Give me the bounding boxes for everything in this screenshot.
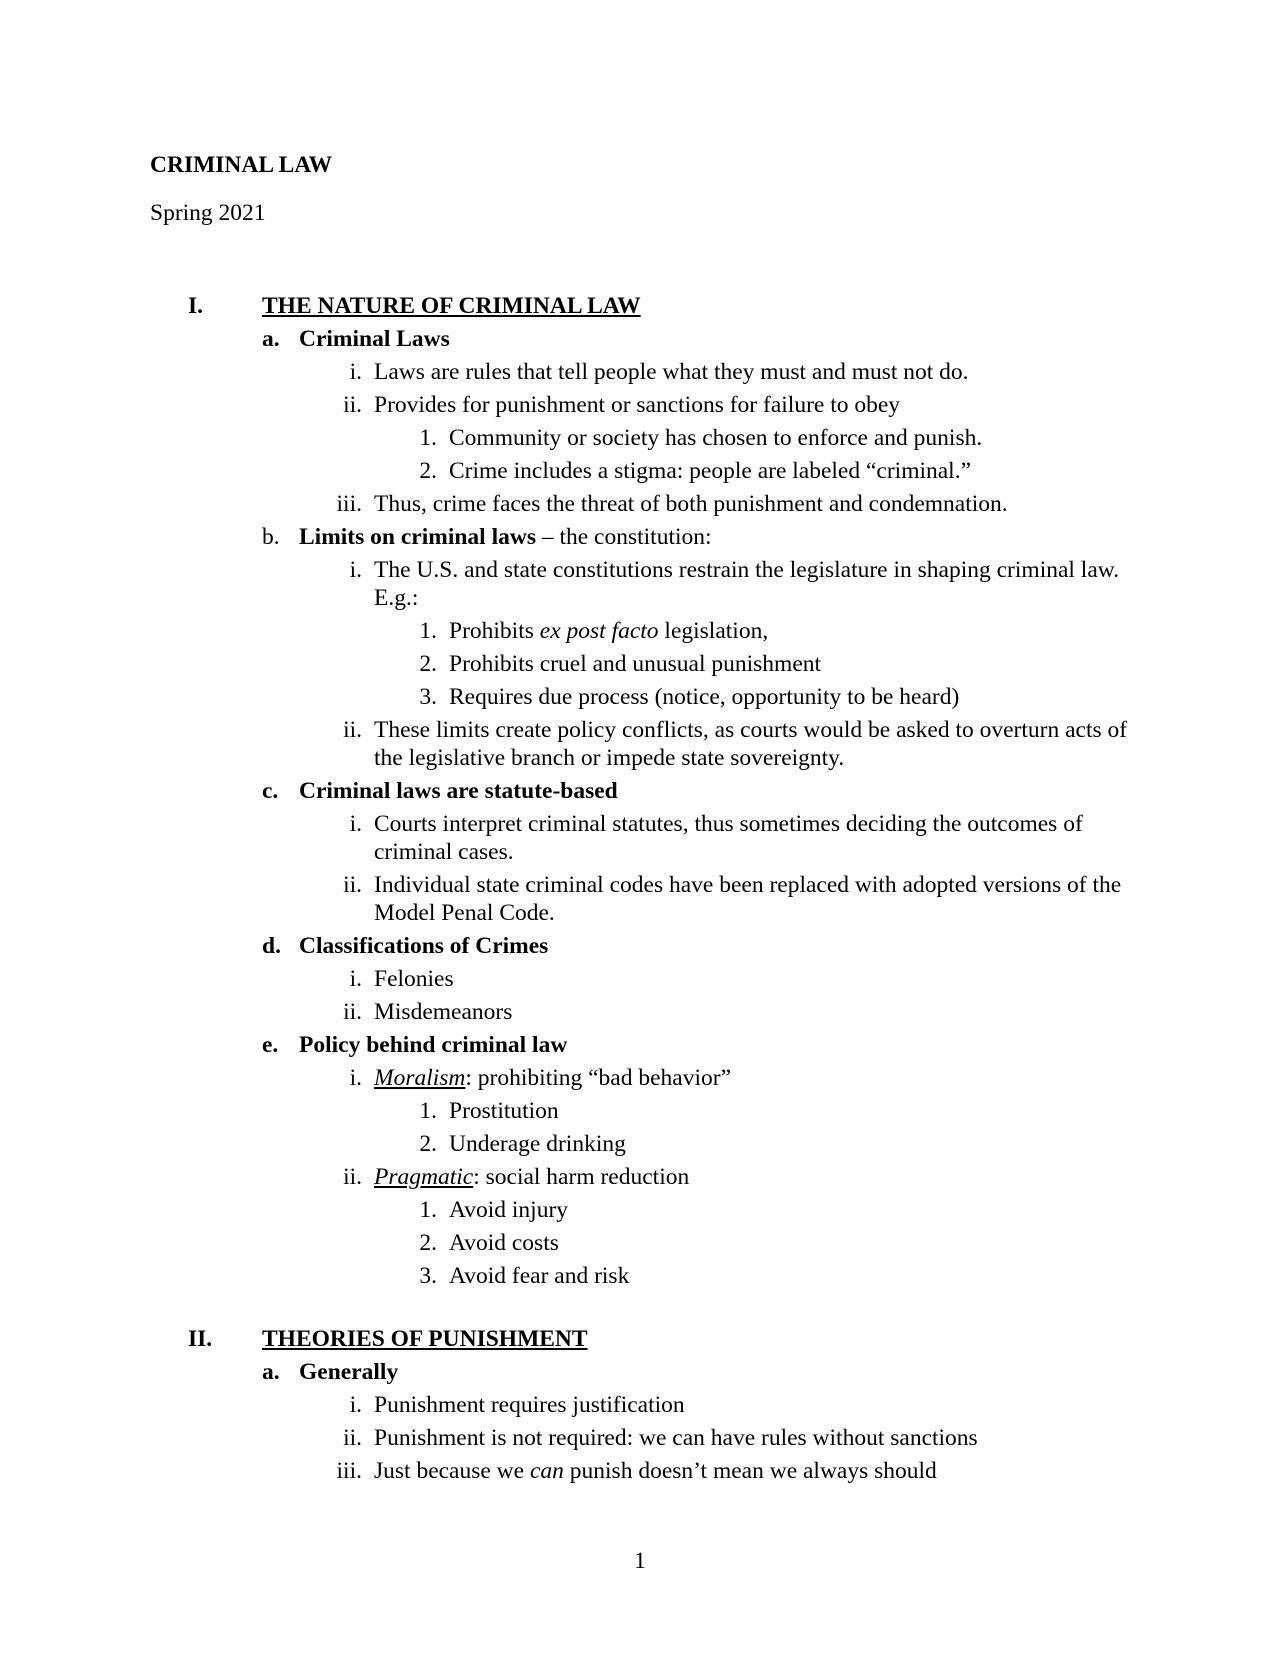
section-heading <box>150 292 1150 320</box>
item-number: iii. <box>336 1458 362 1484</box>
subsection-title: Criminal Laws <box>299 326 450 352</box>
item-number: i. <box>349 359 362 385</box>
list-subitem <box>150 650 1150 678</box>
item-text: Courts interpret criminal statutes, thus sometimes deciding the outcomes of criminal cases. <box>374 811 1083 865</box>
subsection-title: Classifications of Crimes <box>299 933 549 959</box>
subitem-number: 2. <box>419 651 437 677</box>
subitem-number: 2. <box>419 1131 437 1157</box>
section-1 <box>150 292 1150 1295</box>
subitem-number: 3. <box>419 684 437 710</box>
section-numeral: II. <box>188 1326 213 1352</box>
item-number: ii. <box>343 1164 362 1190</box>
item-number: ii. <box>343 999 362 1025</box>
list-item <box>150 965 1150 993</box>
subitem-number: 1. <box>419 1098 437 1124</box>
list-subitem <box>150 1130 1150 1158</box>
subsection-title: Policy behind criminal law <box>299 1032 568 1058</box>
item-text: Just because we <box>374 1458 530 1484</box>
list-item <box>150 490 1150 518</box>
subitem-number: 1. <box>419 618 437 644</box>
item-number: ii. <box>343 717 362 743</box>
item-number: i. <box>349 966 362 992</box>
subsection-title: Limits on criminal laws <box>299 524 536 550</box>
subitem-number: 1. <box>419 1197 437 1223</box>
subsection-heading <box>150 325 1150 353</box>
item-text: Thus, crime faces the threat of both punishment and condemnation. <box>374 491 1008 517</box>
subsection-letter: d. <box>262 933 281 959</box>
page-number: 1 <box>634 1548 646 1574</box>
item-text: Punishment is not required: we can have rules without sanctions <box>374 1425 978 1451</box>
subitem-text: Prohibits <box>449 618 540 644</box>
item-text: These limits create policy conflicts, as courts would be asked to overturn acts of the legislative branch or impede state sovereignty. <box>374 717 1128 771</box>
item-number: ii. <box>343 1425 362 1451</box>
list-subitem <box>150 1097 1150 1125</box>
list-subitem <box>150 424 1150 452</box>
subitem-text: Avoid costs <box>449 1230 559 1256</box>
item-text: Laws are rules that tell people what they must and must not do. <box>374 359 969 385</box>
subitem-text: Avoid injury <box>449 1197 569 1223</box>
subitem-number: 2. <box>419 1230 437 1256</box>
subsection-heading <box>150 777 1150 805</box>
list-subitem <box>150 683 1150 711</box>
subsection-letter: c. <box>262 778 279 804</box>
item-emphasis: can <box>529 1458 564 1484</box>
subsection-heading <box>150 1358 1150 1386</box>
item-number: iii. <box>336 491 362 517</box>
item-text-end: punish doesn’t mean we always should <box>563 1458 937 1484</box>
list-item <box>150 1391 1150 1419</box>
item-number: i. <box>349 1065 362 1091</box>
item-text: Misdemeanors <box>374 999 513 1025</box>
item-term: Moralism <box>374 1065 466 1091</box>
item-number: ii. <box>343 392 362 418</box>
item-number: ii. <box>343 872 362 898</box>
subitem-text: Avoid fear and risk <box>449 1263 630 1289</box>
item-text: Punishment requires justification <box>374 1392 685 1418</box>
subsection-title: Generally <box>299 1359 399 1385</box>
list-subitem <box>150 1262 1150 1290</box>
subitem-emphasis: ex post facto <box>539 618 659 644</box>
list-item <box>150 998 1150 1026</box>
list-item <box>150 716 1150 772</box>
item-text: The U.S. and state constitutions restrain the legislature in shaping criminal law. E.g.: <box>374 557 1120 611</box>
subsection-heading <box>150 932 1150 960</box>
list-item <box>150 1064 1150 1092</box>
subsection-heading <box>150 1031 1150 1059</box>
item-term: Pragmatic <box>374 1164 474 1190</box>
list-subitem <box>150 1196 1150 1224</box>
subsection-letter: e. <box>262 1032 279 1058</box>
subsection-letter: a. <box>262 326 280 352</box>
item-text: : prohibiting “bad behavior” <box>465 1065 732 1091</box>
item-text: Individual state criminal codes have been replaced with adopted versions of the Model Penal Code. <box>374 872 1122 926</box>
subitem-number: 3. <box>419 1263 437 1289</box>
subitem-text: Community or society has chosen to enforce and punish. <box>449 425 983 451</box>
subitem-text: Crime includes a stigma: people are labeled “criminal.” <box>449 458 972 484</box>
subsection-letter: b. <box>262 524 280 550</box>
list-subitem <box>150 1229 1150 1257</box>
list-item <box>150 556 1150 612</box>
subitem-text-end: legislation, <box>658 618 769 644</box>
list-item <box>150 810 1150 866</box>
list-item <box>150 391 1150 419</box>
subitem-text: Prohibits cruel and unusual punishment <box>449 651 822 677</box>
subsection-title: Criminal laws are statute-based <box>299 778 618 804</box>
item-number: i. <box>349 1392 362 1418</box>
item-number: i. <box>349 811 362 837</box>
subitem-text: Underage drinking <box>449 1131 626 1157</box>
list-item <box>150 1424 1150 1452</box>
subitem-text: Requires due process (notice, opportunity to be heard) <box>449 684 960 710</box>
section-2 <box>150 1325 1150 1490</box>
item-text: Provides for punishment or sanctions for failure to obey <box>374 392 901 418</box>
section-numeral: I. <box>188 293 204 319</box>
list-subitem <box>150 457 1150 485</box>
list-item <box>150 871 1150 927</box>
item-number: i. <box>349 557 362 583</box>
item-text: : social harm reduction <box>473 1164 690 1190</box>
list-item <box>150 1163 1150 1191</box>
subsection-letter: a. <box>262 1359 280 1385</box>
subitem-text: Prostitution <box>449 1098 559 1124</box>
section-heading-text: THEORIES OF PUNISHMENT <box>262 1326 588 1352</box>
list-subitem <box>150 617 1150 645</box>
section-heading <box>150 1325 1150 1353</box>
list-item <box>150 358 1150 386</box>
subitem-number: 1. <box>419 425 437 451</box>
section-heading-text: THE NATURE OF CRIMINAL LAW <box>262 293 641 319</box>
item-text: Felonies <box>374 966 454 992</box>
document-title: CRIMINAL LAW <box>150 152 333 178</box>
subsection-heading <box>150 523 1150 551</box>
subitem-number: 2. <box>419 458 437 484</box>
list-item <box>150 1457 1150 1485</box>
subsection-title-suffix: – the constitution: <box>535 524 712 550</box>
document-term: Spring 2021 <box>150 200 266 226</box>
